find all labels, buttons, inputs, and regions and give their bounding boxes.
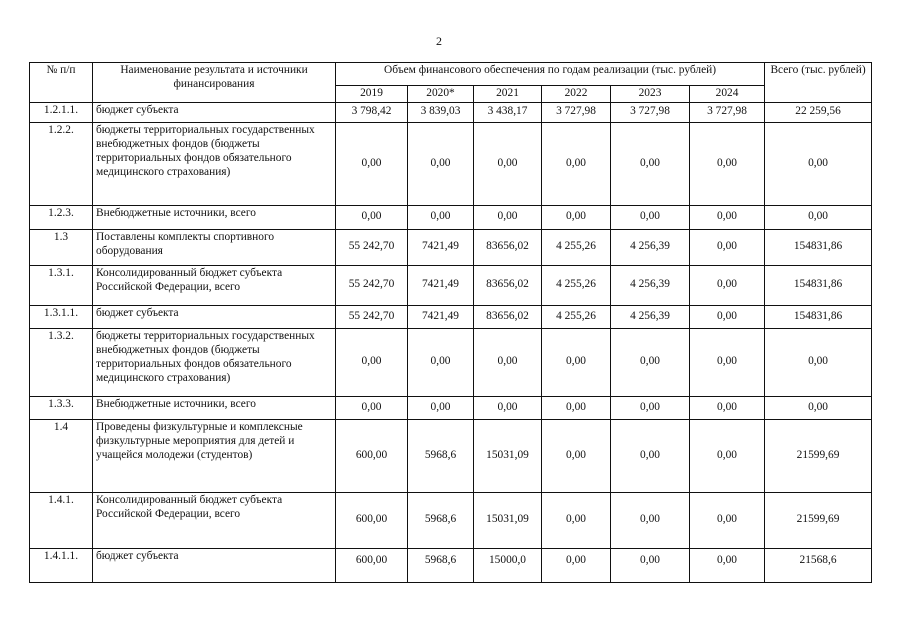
value-cell: 0,00 (611, 328, 690, 396)
value-cell: 55 242,70 (336, 229, 408, 265)
row-number: 1.4.1. (30, 492, 93, 548)
value-cell: 0,00 (542, 328, 611, 396)
financing-table (29, 62, 872, 583)
value-cell: 83656,02 (474, 229, 542, 265)
value-cell: 0,00 (611, 492, 690, 548)
header-year: 2019 (336, 86, 408, 103)
value-cell: 7421,49 (408, 265, 474, 305)
row-number: 1.4.1.1. (30, 548, 93, 582)
row-number: 1.4 (30, 419, 93, 492)
header-number: № п/п (30, 63, 93, 103)
total-cell: 0,00 (765, 122, 872, 205)
header-year: 2022 (542, 86, 611, 103)
value-cell: 0,00 (474, 328, 542, 396)
value-cell: 0,00 (336, 122, 408, 205)
row-number: 1.3 (30, 229, 93, 265)
row-number: 1.3.1.1. (30, 305, 93, 328)
value-cell: 15031,09 (474, 419, 542, 492)
value-cell: 4 256,39 (611, 229, 690, 265)
table-row (30, 122, 872, 205)
value-cell: 0,00 (611, 205, 690, 229)
value-cell: 4 255,26 (542, 229, 611, 265)
row-name: Консолидированный бюджет субъекта Российской Федерации, всего (93, 492, 336, 548)
value-cell: 3 727,98 (611, 102, 690, 122)
value-cell: 7421,49 (408, 229, 474, 265)
value-cell: 0,00 (542, 548, 611, 582)
table-row (30, 102, 872, 122)
row-number: 1.2.1.1. (30, 102, 93, 122)
value-cell: 55 242,70 (336, 305, 408, 328)
value-cell: 55 242,70 (336, 265, 408, 305)
value-cell: 0,00 (690, 328, 765, 396)
header-year: 2023 (611, 86, 690, 103)
value-cell: 0,00 (542, 122, 611, 205)
value-cell: 0,00 (542, 492, 611, 548)
value-cell: 0,00 (611, 548, 690, 582)
value-cell: 15000,0 (474, 548, 542, 582)
total-cell: 0,00 (765, 205, 872, 229)
value-cell: 0,00 (408, 205, 474, 229)
value-cell: 0,00 (690, 265, 765, 305)
value-cell: 0,00 (611, 419, 690, 492)
value-cell: 0,00 (690, 548, 765, 582)
table-row (30, 419, 872, 492)
header-total: Всего (тыс. рублей) (765, 63, 872, 103)
value-cell: 0,00 (690, 122, 765, 205)
row-name: бюджеты территориальных государственных внебюджетных фондов (бюджеты территориальных фондов обязательного медицинского страхования) (93, 122, 336, 205)
row-name: Проведены физкультурные и комплексные физкультурные мероприятия для детей и учащейся молодежи (студентов) (93, 419, 336, 492)
table-row (30, 305, 872, 328)
value-cell: 3 727,98 (690, 102, 765, 122)
value-cell: 0,00 (690, 229, 765, 265)
table-row (30, 205, 872, 229)
row-name: Поставлены комплекты спортивного оборудования (93, 229, 336, 265)
row-name: бюджет субъекта (93, 548, 336, 582)
value-cell: 600,00 (336, 492, 408, 548)
value-cell: 0,00 (336, 396, 408, 419)
value-cell: 3 798,42 (336, 102, 408, 122)
header-name: Наименование результата и источники финансирования (93, 63, 336, 103)
value-cell: 4 255,26 (542, 305, 611, 328)
value-cell: 3 438,17 (474, 102, 542, 122)
value-cell: 0,00 (611, 122, 690, 205)
table-row (30, 265, 872, 305)
value-cell: 5968,6 (408, 492, 474, 548)
header-year: 2020* (408, 86, 474, 103)
value-cell: 0,00 (336, 205, 408, 229)
value-cell: 4 256,39 (611, 265, 690, 305)
table-row (30, 328, 872, 396)
value-cell: 0,00 (542, 205, 611, 229)
value-cell: 0,00 (408, 122, 474, 205)
value-cell: 4 255,26 (542, 265, 611, 305)
total-cell: 21568,6 (765, 548, 872, 582)
total-cell: 154831,86 (765, 305, 872, 328)
value-cell: 0,00 (611, 396, 690, 419)
value-cell: 5968,6 (408, 419, 474, 492)
row-number: 1.3.3. (30, 396, 93, 419)
value-cell: 0,00 (408, 328, 474, 396)
value-cell: 0,00 (474, 396, 542, 419)
page-number: 2 (436, 34, 442, 48)
value-cell: 83656,02 (474, 305, 542, 328)
table-row (30, 492, 872, 548)
row-name: бюджет субъекта (93, 305, 336, 328)
value-cell: 0,00 (408, 396, 474, 419)
value-cell: 0,00 (474, 122, 542, 205)
row-name: бюджет субъекта (93, 102, 336, 122)
value-cell: 83656,02 (474, 265, 542, 305)
header-year: 2021 (474, 86, 542, 103)
value-cell: 0,00 (690, 305, 765, 328)
row-name: Консолидированный бюджет субъекта Российской Федерации, всего (93, 265, 336, 305)
value-cell: 0,00 (336, 328, 408, 396)
value-cell: 3 727,98 (542, 102, 611, 122)
table-row (30, 229, 872, 265)
value-cell: 600,00 (336, 548, 408, 582)
value-cell: 0,00 (474, 205, 542, 229)
row-number: 1.2.3. (30, 205, 93, 229)
total-cell: 0,00 (765, 328, 872, 396)
value-cell: 0,00 (690, 419, 765, 492)
header-year: 2024 (690, 86, 765, 103)
row-name: Внебюджетные источники, всего (93, 396, 336, 419)
table-header-row (30, 63, 872, 86)
table-row (30, 396, 872, 419)
row-name: бюджеты территориальных государственных внебюджетных фондов (бюджеты территориальных фондов обязательного медицинского страхования) (93, 328, 336, 396)
header-volume: Объем финансового обеспечения по годам реализации (тыс. рублей) (336, 63, 765, 86)
total-cell: 154831,86 (765, 265, 872, 305)
value-cell: 0,00 (542, 396, 611, 419)
total-cell: 21599,69 (765, 492, 872, 548)
total-cell: 0,00 (765, 396, 872, 419)
value-cell: 0,00 (542, 419, 611, 492)
table-row (30, 548, 872, 582)
row-name: Внебюджетные источники, всего (93, 205, 336, 229)
row-number: 1.3.2. (30, 328, 93, 396)
total-cell: 22 259,56 (765, 102, 872, 122)
value-cell: 0,00 (690, 205, 765, 229)
value-cell: 5968,6 (408, 548, 474, 582)
row-number: 1.2.2. (30, 122, 93, 205)
value-cell: 4 256,39 (611, 305, 690, 328)
row-number: 1.3.1. (30, 265, 93, 305)
value-cell: 3 839,03 (408, 102, 474, 122)
value-cell: 15031,09 (474, 492, 542, 548)
value-cell: 7421,49 (408, 305, 474, 328)
total-cell: 154831,86 (765, 229, 872, 265)
value-cell: 0,00 (690, 396, 765, 419)
value-cell: 0,00 (690, 492, 765, 548)
value-cell: 600,00 (336, 419, 408, 492)
total-cell: 21599,69 (765, 419, 872, 492)
